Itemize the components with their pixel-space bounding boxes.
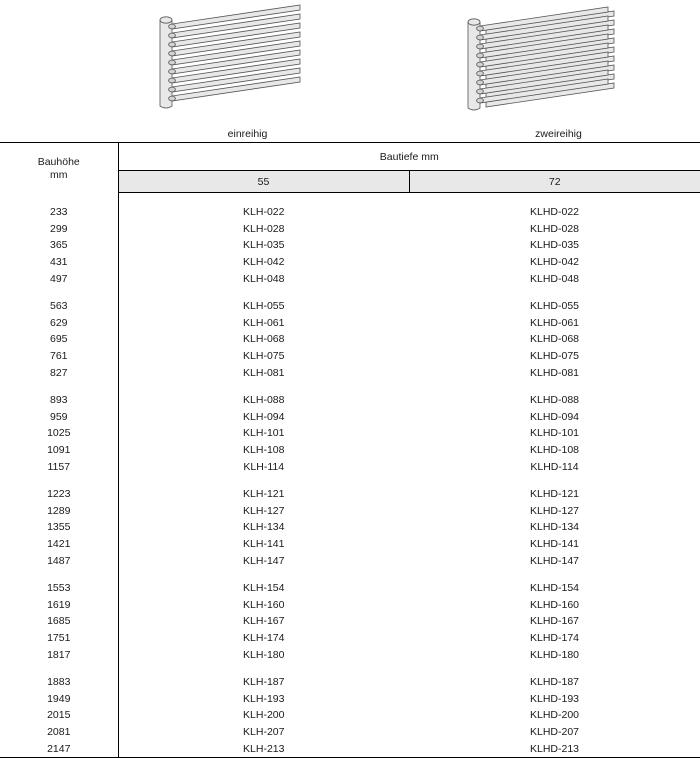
table-row [0, 596, 700, 613]
group-spacer [0, 475, 700, 486]
cell-height: 2147 [0, 740, 118, 757]
cell-model-72: KLHD-042 [529, 256, 580, 269]
cell-height: 629 [0, 315, 118, 332]
cell-model-72: KLHD-187 [529, 676, 580, 689]
cell-height: 2081 [0, 724, 118, 741]
cell-model-72: KLHD-147 [529, 554, 580, 567]
cell-height: 1685 [0, 613, 118, 630]
cell-model-72: KLHD-141 [529, 537, 580, 550]
cell-model-72: KLHD-114 [530, 460, 579, 473]
cell-height: 1025 [0, 425, 118, 442]
header-bauhohe-unit: mm [50, 168, 68, 181]
cell-model-55: KLH-187 [243, 676, 285, 689]
cell-height: 1619 [0, 596, 118, 613]
group-spacer [0, 381, 700, 392]
group-spacer [0, 193, 700, 205]
cell-height: 431 [0, 254, 118, 271]
table-row [0, 204, 700, 221]
cell-model-72: KLHD-108 [529, 444, 580, 457]
group-spacer [0, 569, 700, 580]
cell-model-55: KLH-160 [243, 598, 285, 611]
cell-height: 827 [0, 364, 118, 381]
header-bauhohe-label: Bauhöhe [37, 155, 80, 168]
cell-height: 1091 [0, 442, 118, 459]
cell-model-72: KLHD-075 [529, 350, 580, 363]
cell-height: 1949 [0, 690, 118, 707]
cell-model-72: KLHD-213 [409, 740, 700, 757]
cell-model-55: KLH-200 [243, 709, 285, 722]
cell-model-55: KLH-081 [243, 366, 285, 379]
cell-model-72: KLHD-088 [529, 394, 580, 407]
table-row [0, 315, 700, 332]
cell-model-72: KLHD-180 [529, 648, 580, 661]
cell-model-55: KLH-028 [243, 222, 285, 235]
cell-model-72: KLHD-167 [529, 615, 580, 628]
single-row-caption: einreihig [227, 128, 268, 140]
cell-height: 1487 [0, 552, 118, 569]
illustration-area [0, 0, 700, 142]
table-row [0, 740, 700, 757]
cell-model-72: KLHD-134 [529, 521, 580, 534]
table-row [0, 364, 700, 381]
cell-height: 299 [0, 221, 118, 238]
cell-model-55: KLH-108 [243, 444, 285, 457]
table-row [0, 630, 700, 647]
cell-model-55: KLH-055 [243, 300, 285, 313]
cell-model-72: KLHD-022 [529, 206, 580, 219]
cell-model-55: KLH-167 [243, 615, 285, 628]
cell-model-72: KLHD-207 [529, 725, 580, 738]
cell-height: 1223 [0, 486, 118, 503]
table-row [0, 674, 700, 691]
cell-model-72: KLHD-094 [529, 410, 580, 423]
cell-model-72: KLHD-101 [529, 427, 580, 440]
cell-model-55: KLH-094 [243, 410, 285, 423]
cell-model-55: KLH-088 [243, 394, 285, 407]
header-depth-72: 72 [409, 171, 700, 193]
table-row [0, 580, 700, 597]
table-row [0, 503, 700, 520]
cell-model-55: KLH-154 [243, 582, 285, 595]
cell-height: 1883 [0, 674, 118, 691]
table-row [0, 331, 700, 348]
cell-model-55: KLH-042 [243, 256, 285, 269]
table-row [0, 707, 700, 724]
cell-model-55: KLH-207 [243, 725, 285, 738]
header-bautiefe: Bautiefe mm [118, 143, 700, 171]
cell-model-55: KLH-134 [243, 521, 285, 534]
cell-height: 497 [0, 270, 118, 287]
cell-model-72: KLHD-048 [529, 272, 580, 285]
cell-height: 1553 [0, 580, 118, 597]
table-row [0, 486, 700, 503]
table-row [0, 298, 700, 315]
table-row [0, 646, 700, 663]
cell-model-55: KLH-121 [243, 488, 285, 501]
cell-model-55: KLH-180 [243, 648, 285, 661]
cell-model-72: KLHD-081 [529, 366, 580, 379]
table-row [0, 519, 700, 536]
cell-height: 2015 [0, 707, 118, 724]
cell-model-72: KLHD-028 [529, 222, 580, 235]
single-row-radiator-illustration [150, 0, 325, 140]
cell-model-72: KLHD-154 [529, 582, 580, 595]
table-row [0, 221, 700, 238]
cell-model-55: KLH-101 [243, 427, 285, 440]
cell-model-55: KLH-022 [243, 206, 285, 219]
table-header-row-top [0, 143, 700, 171]
cell-model-55: KLH-127 [243, 504, 285, 517]
cell-model-72: KLHD-055 [529, 300, 580, 313]
double-row-caption: zweireihig [535, 128, 582, 140]
double-row-radiator-drawing [460, 0, 635, 128]
table-row [0, 724, 700, 741]
cell-model-72: KLHD-127 [529, 504, 580, 517]
cell-model-72: KLHD-200 [529, 709, 580, 722]
cell-model-55: KLH-141 [243, 537, 285, 550]
cell-height: 1751 [0, 630, 118, 647]
cell-model-55: KLH-048 [243, 272, 285, 285]
header-bauhohe [0, 143, 118, 193]
cell-height: 893 [0, 392, 118, 409]
group-spacer [0, 663, 700, 674]
cell-model-55: KLH-075 [243, 350, 285, 363]
table-row [0, 348, 700, 365]
cell-height: 1355 [0, 519, 118, 536]
group-spacer [0, 287, 700, 298]
cell-model-72: KLHD-121 [529, 488, 580, 501]
cell-height: 365 [0, 237, 118, 254]
cell-height: 959 [0, 409, 118, 426]
cell-model-55: KLH-114 [243, 460, 285, 473]
dimension-table [0, 142, 700, 758]
table-row [0, 613, 700, 630]
table-row [0, 392, 700, 409]
table-row [0, 442, 700, 459]
cell-height: 563 [0, 298, 118, 315]
table-row [0, 536, 700, 553]
cell-model-55: KLH-193 [243, 692, 285, 705]
header-depth-55: 55 [118, 171, 409, 193]
cell-height: 1817 [0, 646, 118, 663]
table-row [0, 237, 700, 254]
cell-model-55: KLH-174 [243, 631, 285, 644]
cell-model-72: KLHD-068 [529, 333, 580, 346]
cell-height: 1421 [0, 536, 118, 553]
cell-model-55: KLH-061 [243, 316, 285, 329]
cell-height: 233 [0, 204, 118, 221]
cell-model-72: KLHD-061 [529, 316, 580, 329]
double-row-radiator-illustration [460, 0, 635, 140]
cell-model-72: KLHD-193 [529, 692, 580, 705]
cell-model-72: KLHD-035 [529, 239, 580, 252]
table-row [0, 270, 700, 287]
cell-height: 761 [0, 348, 118, 365]
table-row [0, 690, 700, 707]
cell-height: 1289 [0, 503, 118, 520]
table-row [0, 409, 700, 426]
cell-height: 1157 [0, 458, 118, 475]
cell-model-55: KLH-035 [243, 239, 285, 252]
cell-model-55: KLH-068 [243, 333, 285, 346]
cell-model-55: KLH-147 [243, 554, 285, 567]
cell-model-72: KLHD-160 [529, 598, 580, 611]
table-row [0, 254, 700, 271]
table-row [0, 425, 700, 442]
table-row [0, 458, 700, 475]
cell-height: 695 [0, 331, 118, 348]
table-row [0, 552, 700, 569]
single-row-radiator-drawing [150, 0, 325, 128]
cell-model-72: KLHD-174 [529, 631, 580, 644]
cell-model-55: KLH-213 [118, 740, 409, 757]
